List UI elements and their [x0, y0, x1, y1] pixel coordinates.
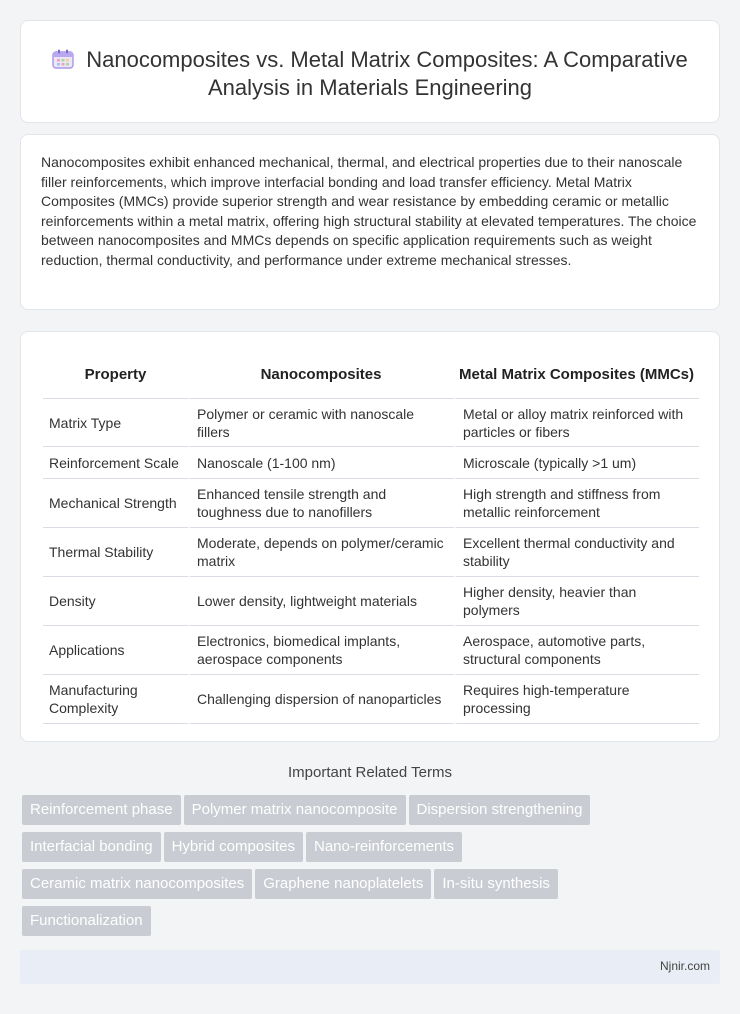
- cell-mmcs: Aerospace, automotive parts, structural components: [454, 626, 699, 675]
- cell-property: Density: [43, 577, 188, 626]
- table-row: [43, 479, 699, 528]
- related-term-tag[interactable]: Dispersion strengthening: [409, 795, 591, 825]
- related-term-tag[interactable]: Hybrid composites: [164, 832, 303, 862]
- comparison-table: [43, 352, 699, 724]
- footer-site-link[interactable]: Njnir.com: [659, 959, 710, 973]
- table-header-row: [43, 352, 699, 398]
- cell-property: Reinforcement Scale: [43, 447, 188, 479]
- table-row: [43, 626, 699, 675]
- related-term-tag[interactable]: Reinforcement phase: [22, 795, 181, 825]
- header-mmcs: Metal Matrix Composites (MMCs): [458, 366, 695, 383]
- cell-property: Mechanical Strength: [43, 479, 188, 528]
- title-card: [20, 20, 720, 123]
- table-row: [43, 528, 699, 577]
- cell-property: Applications: [43, 626, 188, 675]
- related-term-tag[interactable]: Functionalization: [22, 906, 151, 936]
- cell-mmcs: Metal or alloy matrix reinforced with particles or fibers: [454, 398, 699, 447]
- cell-mmcs: Higher density, heavier than polymers: [454, 577, 699, 626]
- cell-nanocomposites: Moderate, depends on polymer/ceramic matrix: [188, 528, 454, 577]
- summary-text: Nanocomposites exhibit enhanced mechanical, thermal, and electrical properties due to their nanoscale filler reinforcements, which improve interfacial bonding and load transfer efficiency. Metal Matrix Composites (MMCs) provide superior strength and wear resistance by embedding ceramic or metallic reinforcements within a metal matrix, offering high structural stability at elevated temperatures. The choice between nanocomposites and MMCs depends on specific application requirements such as weight reduction, thermal conductivity, and performance under extreme mechanical stresses.: [41, 154, 697, 268]
- table-row: [43, 447, 699, 479]
- table-row: [43, 577, 699, 626]
- cell-nanocomposites: Polymer or ceramic with nanoscale fillers: [188, 398, 454, 447]
- cell-nanocomposites: Enhanced tensile strength and toughness due to nanofillers: [188, 479, 454, 528]
- table-row: [43, 398, 699, 447]
- related-terms-heading: Important Related Terms: [288, 764, 452, 781]
- comparison-table-card: [20, 331, 720, 742]
- related-term-tag[interactable]: Polymer matrix nanocomposite: [184, 795, 406, 825]
- page-title-text: Nanocomposites vs. Metal Matrix Composites: A Comparative Analysis in Materials Engineering: [86, 47, 688, 100]
- cell-mmcs: Microscale (typically >1 um): [454, 447, 699, 479]
- cell-nanocomposites: Lower density, lightweight materials: [188, 577, 454, 626]
- cell-mmcs: Excellent thermal conductivity and stability: [454, 528, 699, 577]
- cell-property: Thermal Stability: [43, 528, 188, 577]
- cell-nanocomposites: Electronics, biomedical implants, aerospace components: [188, 626, 454, 675]
- cell-property: Matrix Type: [43, 398, 188, 447]
- cell-mmcs: Requires high-temperature processing: [454, 675, 699, 724]
- related-term-tag[interactable]: Graphene nanoplatelets: [255, 869, 431, 899]
- table-row: [43, 675, 699, 724]
- cell-mmcs: High strength and stiffness from metallic reinforcement: [454, 479, 699, 528]
- related-terms-list: [22, 795, 712, 943]
- summary-card: [20, 134, 720, 310]
- calendar-icon: [52, 49, 74, 69]
- cell-nanocomposites: Challenging dispersion of nanoparticles: [188, 675, 454, 724]
- related-term-tag[interactable]: Ceramic matrix nanocomposites: [22, 869, 252, 899]
- header-property: Property: [84, 366, 147, 383]
- header-nanocomposites: Nanocomposites: [260, 366, 382, 383]
- cell-nanocomposites: Nanoscale (1-100 nm): [188, 447, 454, 479]
- page-title: [51, 46, 689, 102]
- related-term-tag[interactable]: Interfacial bonding: [22, 832, 161, 862]
- footer: [20, 950, 720, 984]
- related-term-tag[interactable]: Nano-reinforcements: [306, 832, 462, 862]
- related-term-tag[interactable]: In-situ synthesis: [434, 869, 558, 899]
- cell-property: Manufacturing Complexity: [43, 675, 188, 724]
